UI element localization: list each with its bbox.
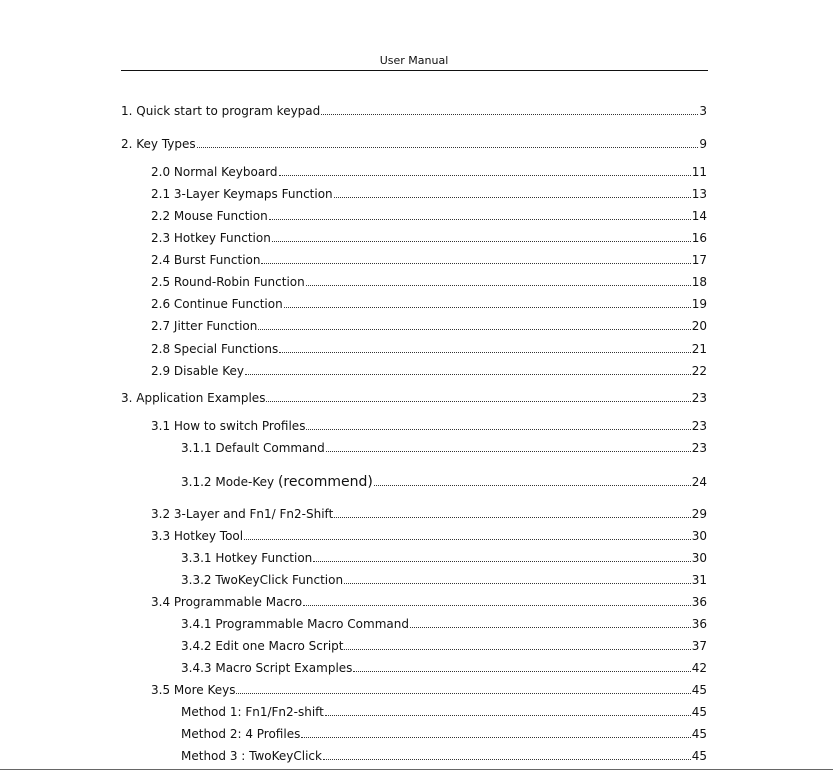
toc-entry[interactable] — [151, 294, 707, 312]
toc-entry-label: 3.1.2 Mode-Key (recommend) — [181, 474, 373, 490]
toc-entry[interactable] — [151, 361, 707, 379]
toc-dot-leader — [344, 649, 690, 650]
toc-dot-leader — [303, 605, 691, 606]
toc-dot-leader — [334, 197, 691, 198]
toc-page-number: 45 — [691, 727, 707, 741]
toc-dot-leader — [313, 561, 690, 562]
toc-entry-label: 3.4.1 Programmable Macro Command — [181, 617, 409, 631]
toc-entry-label: 1. Quick start to program keypad — [121, 104, 321, 118]
page-bottom-edge — [0, 769, 833, 770]
toc-page-number: 22 — [691, 364, 707, 378]
toc-page-number: 37 — [691, 639, 707, 653]
toc-entry-label: 2.7 Jitter Function — [151, 319, 258, 333]
toc-page-number: 21 — [691, 342, 707, 356]
toc-page-number: 23 — [691, 441, 707, 455]
toc-entry[interactable] — [181, 724, 707, 742]
toc-page-number: 17 — [691, 253, 707, 267]
toc-page-number: 42 — [691, 661, 707, 675]
toc-dot-leader — [325, 715, 691, 716]
toc-entry-label: 2.4 Burst Function — [151, 253, 261, 267]
toc-page-number: 19 — [691, 297, 707, 311]
toc-dot-leader — [344, 583, 691, 584]
toc-entry-label: 2.0 Normal Keyboard — [151, 165, 278, 179]
toc-entry[interactable] — [151, 526, 707, 544]
toc-entry[interactable] — [151, 206, 707, 224]
toc-dot-leader — [284, 307, 691, 308]
toc-dot-leader — [410, 627, 691, 628]
toc-entry[interactable] — [151, 272, 707, 290]
toc-entry[interactable] — [151, 339, 707, 357]
toc-entry-label: 2.8 Special Functions — [151, 342, 279, 356]
toc-page-number: 9 — [699, 137, 707, 151]
toc-entry-label: Method 2: 4 Profiles — [181, 727, 301, 741]
toc-dot-leader — [326, 451, 691, 452]
toc-entry[interactable] — [151, 316, 707, 334]
toc-dot-leader — [244, 539, 691, 540]
toc-dot-leader — [272, 241, 691, 242]
toc-entry[interactable] — [181, 702, 707, 720]
page-header-title: User Manual — [379, 54, 449, 67]
toc-entry-label: 3.4.3 Macro Script Examples — [181, 661, 353, 675]
toc-entry[interactable] — [151, 592, 707, 610]
toc-page-number: 23 — [691, 419, 707, 433]
toc-entry[interactable] — [121, 388, 707, 406]
toc-entry-label: 2.1 3-Layer Keymaps Function — [151, 187, 333, 201]
toc-entry-label: Method 3 : TwoKeyClick — [181, 749, 322, 763]
toc-entry-label: 3.2 3-Layer and Fn1/ Fn2-Shift — [151, 507, 334, 521]
toc-entry[interactable] — [181, 658, 707, 676]
toc-page-number: 3 — [699, 104, 707, 118]
toc-page-number: 45 — [691, 683, 707, 697]
toc-entry-label: 3.1.1 Default Command — [181, 441, 325, 455]
toc-dot-leader — [306, 429, 690, 430]
toc-entry-label-emphasis: (recommend) — [277, 474, 373, 490]
toc-page-number: 36 — [691, 617, 707, 631]
toc-page-number: 30 — [691, 551, 707, 565]
toc-entry-label: 2.3 Hotkey Function — [151, 231, 271, 245]
toc-dot-leader — [321, 114, 698, 115]
toc-page-number: 45 — [691, 705, 707, 719]
toc-entry-label: 3.5 More Keys — [151, 683, 236, 697]
toc-entry-label: 3.3.2 TwoKeyClick Function — [181, 573, 344, 587]
toc-page-number: 45 — [691, 749, 707, 763]
toc-dot-leader — [323, 759, 691, 760]
toc-entry[interactable] — [151, 184, 707, 202]
toc-dot-leader — [374, 485, 691, 486]
toc-entry-label: 3. Application Examples — [121, 391, 266, 405]
toc-entry-label: Method 1: Fn1/Fn2-shift — [181, 705, 324, 719]
toc-entry-label: 3.1 How to switch Profiles — [151, 419, 306, 433]
toc-entry[interactable] — [151, 504, 707, 522]
toc-entry[interactable] — [151, 680, 707, 698]
toc-entry[interactable] — [151, 228, 707, 246]
toc-page-number: 31 — [691, 573, 707, 587]
toc-page-number: 11 — [691, 165, 707, 179]
toc-entry-label: 2.5 Round-Robin Function — [151, 275, 305, 289]
toc-dot-leader — [353, 671, 690, 672]
toc-page-number: 18 — [691, 275, 707, 289]
toc-dot-leader — [258, 329, 690, 330]
toc-dot-leader — [261, 263, 690, 264]
toc-entry-label: 3.3.1 Hotkey Function — [181, 551, 313, 565]
toc-dot-leader — [266, 401, 690, 402]
toc-entry[interactable] — [181, 746, 707, 764]
toc-entry[interactable] — [181, 548, 707, 566]
toc-dot-leader — [334, 517, 690, 518]
toc-entry-label: 2.9 Disable Key — [151, 364, 244, 378]
toc-dot-leader — [197, 147, 699, 148]
toc-entry-label: 3.4 Programmable Macro — [151, 595, 303, 609]
toc-dot-leader — [269, 219, 691, 220]
toc-entry[interactable] — [151, 250, 707, 268]
toc-entry[interactable] — [121, 101, 707, 119]
toc-page-number: 13 — [691, 187, 707, 201]
toc-page-number: 36 — [691, 595, 707, 609]
toc-dot-leader — [236, 693, 690, 694]
toc-dot-leader — [245, 374, 691, 375]
toc-entry-label: 3.4.2 Edit one Macro Script — [181, 639, 344, 653]
toc-entry-label: 2.6 Continue Function — [151, 297, 283, 311]
toc-page-number: 20 — [691, 319, 707, 333]
toc-entry[interactable] — [181, 472, 707, 490]
toc-dot-leader — [306, 285, 691, 286]
toc-entry[interactable] — [151, 416, 707, 434]
toc-page-number: 24 — [691, 475, 707, 489]
toc-entry-label: 2.2 Mouse Function — [151, 209, 268, 223]
toc-dot-leader — [279, 175, 691, 176]
toc-entry[interactable] — [181, 438, 707, 456]
toc-dot-leader — [279, 352, 690, 353]
toc-page-number: 16 — [691, 231, 707, 245]
toc-page-number: 14 — [691, 209, 707, 223]
toc-entry[interactable] — [181, 636, 707, 654]
toc-entry-label: 3.3 Hotkey Tool — [151, 529, 244, 543]
toc-page-number: 23 — [691, 391, 707, 405]
toc-entry[interactable] — [181, 614, 707, 632]
toc-page-number: 29 — [691, 507, 707, 521]
toc-entry[interactable] — [121, 134, 707, 152]
toc-dot-leader — [301, 737, 690, 738]
toc-page-number: 30 — [691, 529, 707, 543]
toc-entry[interactable] — [181, 570, 707, 588]
toc-entry-label: 2. Key Types — [121, 137, 196, 151]
toc-entry[interactable] — [151, 162, 707, 180]
